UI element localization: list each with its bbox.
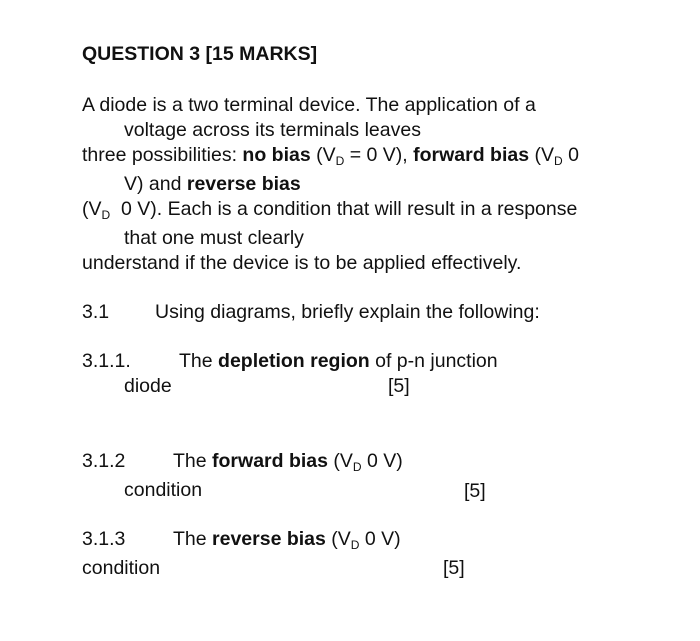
question-text-3-1-2-continued: condition — [124, 479, 203, 501]
intro-line-7: understand if the device is to be applied effectively. — [82, 252, 522, 274]
marks-3-1-3: [5] — [443, 557, 465, 579]
intro-line-3 — [82, 146, 579, 166]
question-text-3-1: Using diagrams, briefly explain the following: — [155, 301, 540, 323]
question-text-3-1-3 — [173, 530, 401, 550]
question-text: The — [179, 350, 219, 372]
no-bias-term: no bias — [242, 144, 311, 166]
intro-line-6: that one must clearly — [124, 227, 304, 249]
depletion-region-term: depletion region — [218, 350, 370, 372]
subscript-d: D — [350, 538, 360, 552]
intro-line-2: voltage across its terminals leaves — [124, 119, 421, 141]
question-text: (V — [327, 450, 353, 472]
question-text: 0 V) — [359, 528, 401, 550]
question-text: 0 V) — [361, 450, 403, 472]
intro-text: (V — [82, 198, 102, 220]
marks-3-1-2: [5] — [464, 480, 486, 502]
subscript-d: D — [101, 208, 111, 222]
subscript-d: D — [352, 460, 362, 474]
intro-text: 0 V). Each is a condition that will result in a response — [110, 198, 578, 220]
question-text: The — [173, 528, 213, 550]
question-heading-text: QUESTION 3 [15 MARKS] — [82, 43, 318, 65]
question-number-3-1-1: 3.1.1. — [82, 350, 131, 372]
intro-text: = 0 V), — [344, 144, 414, 166]
question-text-3-1-1-continued: diode — [124, 375, 172, 397]
forward-bias-term: forward bias — [212, 450, 328, 472]
question-text-3-1-1 — [179, 352, 498, 372]
intro-text: 0 — [562, 144, 579, 166]
question-text: of p-n junction — [369, 350, 498, 372]
question-number-3-1: 3.1 — [82, 301, 110, 323]
question-number-3-1-2: 3.1.2 — [82, 450, 126, 472]
subscript-d: D — [335, 154, 345, 168]
question-text: The — [173, 450, 213, 472]
intro-line-1: A diode is a two terminal device. The application of a — [82, 94, 536, 116]
intro-text: V) and — [124, 173, 187, 195]
intro-line-5 — [82, 200, 577, 220]
marks-3-1-1: [5] — [388, 375, 410, 397]
reverse-bias-term: reverse bias — [212, 528, 326, 550]
question-text-3-1-3-continued: condition — [82, 557, 161, 579]
question-text-3-1-2 — [173, 452, 403, 472]
intro-text: (V — [310, 144, 336, 166]
question-number-3-1-3: 3.1.3 — [82, 528, 126, 550]
subscript-d: D — [553, 154, 563, 168]
intro-line-4 — [124, 175, 301, 195]
reverse-bias-term: reverse bias — [186, 173, 301, 195]
question-text: (V — [325, 528, 351, 550]
intro-text: three possibilities: — [82, 144, 243, 166]
forward-bias-term: forward bias — [413, 144, 530, 166]
intro-text: (V — [529, 144, 554, 166]
question-heading — [82, 45, 317, 65]
